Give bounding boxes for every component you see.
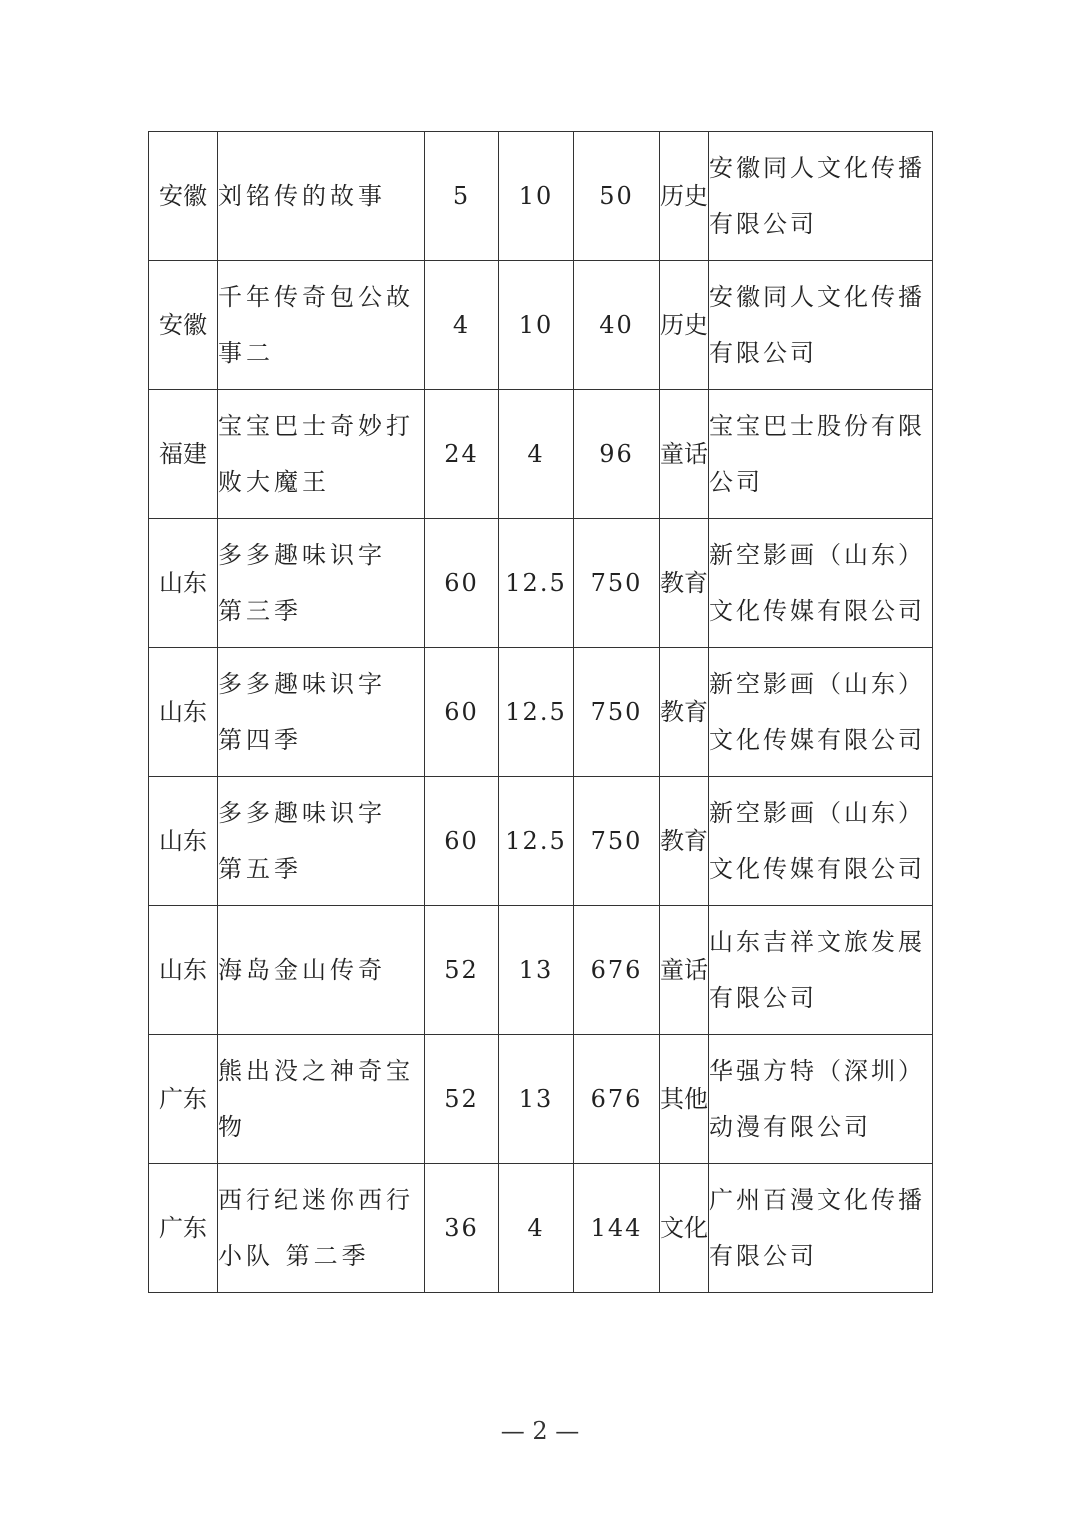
category-cell-text: 教育 [660,569,708,597]
province-cell-text: 山东 [159,827,207,855]
title-cell [218,906,425,1035]
title-cell-text: 多多趣味识字 第四季 [218,670,386,754]
episodes-cell [425,519,499,648]
episodes-cell [425,906,499,1035]
title-cell-text: 刘铭传的故事 [218,182,386,210]
company-cell-text: 安徽同人文化传播有限公司 [709,154,925,238]
minutes-cell [499,390,574,519]
province-cell-text: 广东 [159,1085,207,1113]
title-cell [218,1164,425,1293]
episodes-cell [425,777,499,906]
province-cell [149,261,218,390]
total-minutes-cell-text: 750 [590,569,643,597]
province-cell-text: 安徽 [159,311,207,339]
total-minutes-cell-text: 40 [599,311,634,339]
total-minutes-cell [574,261,660,390]
episodes-cell-text: 60 [444,698,479,726]
province-cell-text: 山东 [159,569,207,597]
episodes-cell [425,132,499,261]
title-cell [218,132,425,261]
episodes-cell-text: 60 [444,569,479,597]
table-row [149,390,933,519]
minutes-cell-text: 12.5 [505,569,567,597]
province-cell [149,648,218,777]
category-cell-text: 童话 [660,956,708,984]
minutes-cell-text: 13 [518,956,554,984]
company-cell-text: 广州百漫文化传播有限公司 [709,1186,925,1270]
company-cell-text: 山东吉祥文旅发展有限公司 [709,928,925,1012]
company-cell-text: 新空影画（山东）文化传媒有限公司 [709,670,925,754]
company-cell-text: 新空影画（山东）文化传媒有限公司 [709,541,925,625]
minutes-cell [499,261,574,390]
company-cell-text: 安徽同人文化传播有限公司 [709,283,925,367]
category-cell-text: 其他 [660,1085,708,1113]
company-cell [709,261,933,390]
province-cell [149,390,218,519]
province-cell [149,777,218,906]
total-minutes-cell-text: 144 [590,1214,643,1242]
total-minutes-cell [574,1035,660,1164]
table-row [149,648,933,777]
total-minutes-cell-text: 676 [590,1085,643,1113]
minutes-cell [499,906,574,1035]
province-cell-text: 福建 [159,440,207,468]
minutes-cell [499,1164,574,1293]
title-cell-text: 多多趣味识字 第三季 [218,541,386,625]
title-cell-text: 千年传奇包公故事二 [218,283,414,367]
minutes-cell-text: 12.5 [505,827,567,855]
minutes-cell [499,1035,574,1164]
company-cell [709,1035,933,1164]
episodes-cell-text: 52 [444,1085,479,1113]
table-row [149,261,933,390]
minutes-cell-text: 12.5 [505,698,567,726]
minutes-cell-text: 10 [518,311,554,339]
category-cell [660,1164,709,1293]
title-cell-text: 多多趣味识字 第五季 [218,799,386,883]
title-cell [218,777,425,906]
total-minutes-cell [574,132,660,261]
minutes-cell [499,519,574,648]
province-cell-text: 山东 [159,698,207,726]
total-minutes-cell-text: 750 [590,698,643,726]
total-minutes-cell [574,906,660,1035]
table-row [149,1164,933,1293]
title-cell [218,261,425,390]
category-cell-text: 教育 [660,827,708,855]
company-cell [709,906,933,1035]
company-cell [709,519,933,648]
total-minutes-cell [574,519,660,648]
total-minutes-cell-text: 96 [599,440,634,468]
minutes-cell-text: 4 [527,440,545,468]
total-minutes-cell-text: 676 [590,956,643,984]
animation-list-table [148,131,933,1293]
province-cell [149,906,218,1035]
province-cell [149,132,218,261]
category-cell [660,261,709,390]
total-minutes-cell [574,1164,660,1293]
category-cell-text: 童话 [660,440,708,468]
episodes-cell [425,1164,499,1293]
company-cell [709,648,933,777]
province-cell-text: 安徽 [159,182,207,210]
category-cell-text: 文化 [660,1214,708,1242]
episodes-cell [425,1035,499,1164]
minutes-cell [499,648,574,777]
category-cell-text: 历史 [660,182,708,210]
province-cell-text: 山东 [159,956,207,984]
total-minutes-cell [574,648,660,777]
table-row [149,132,933,261]
episodes-cell-text: 4 [452,311,471,339]
company-cell-text: 华强方特（深圳）动漫有限公司 [709,1057,925,1141]
province-cell [149,519,218,648]
company-cell-text: 新空影画（山东）文化传媒有限公司 [709,799,925,883]
category-cell [660,648,709,777]
category-cell [660,906,709,1035]
category-cell [660,777,709,906]
total-minutes-cell-text: 50 [599,182,634,210]
total-minutes-cell-text: 750 [590,827,643,855]
title-cell-text: 西行纪迷你西行小队 第二季 [218,1186,414,1270]
title-cell-text: 宝宝巴士奇妙打败大魔王 [218,412,414,496]
minutes-cell-text: 10 [518,182,554,210]
table-row [149,1035,933,1164]
category-cell [660,1035,709,1164]
total-minutes-cell [574,390,660,519]
episodes-cell [425,390,499,519]
province-cell [149,1164,218,1293]
episodes-cell [425,648,499,777]
episodes-cell-text: 52 [444,956,479,984]
company-cell [709,390,933,519]
table-row [149,777,933,906]
episodes-cell-text: 60 [444,827,479,855]
company-cell [709,1164,933,1293]
category-cell-text: 历史 [660,311,708,339]
company-cell-text: 宝宝巴士股份有限公司 [709,412,925,496]
minutes-cell [499,132,574,261]
episodes-cell-text: 24 [444,440,479,468]
company-cell [709,132,933,261]
minutes-cell-text: 13 [518,1085,554,1113]
minutes-cell-text: 4 [527,1214,545,1242]
title-cell-text: 熊出没之神奇宝物 [218,1057,414,1141]
episodes-cell-text: 36 [444,1214,479,1242]
category-cell [660,519,709,648]
title-cell [218,519,425,648]
company-cell [709,777,933,906]
table-row [149,519,933,648]
episodes-cell-text: 5 [452,182,471,210]
title-cell [218,648,425,777]
table-body [149,132,933,1293]
episodes-cell [425,261,499,390]
minutes-cell [499,777,574,906]
category-cell [660,390,709,519]
province-cell [149,1035,218,1164]
category-cell [660,132,709,261]
title-cell-text: 海岛金山传奇 [218,956,386,984]
page-number: — 2 — [500,1417,580,1445]
title-cell [218,1035,425,1164]
title-cell [218,390,425,519]
total-minutes-cell [574,777,660,906]
province-cell-text: 广东 [159,1214,207,1242]
table-row [149,906,933,1035]
category-cell-text: 教育 [660,698,708,726]
